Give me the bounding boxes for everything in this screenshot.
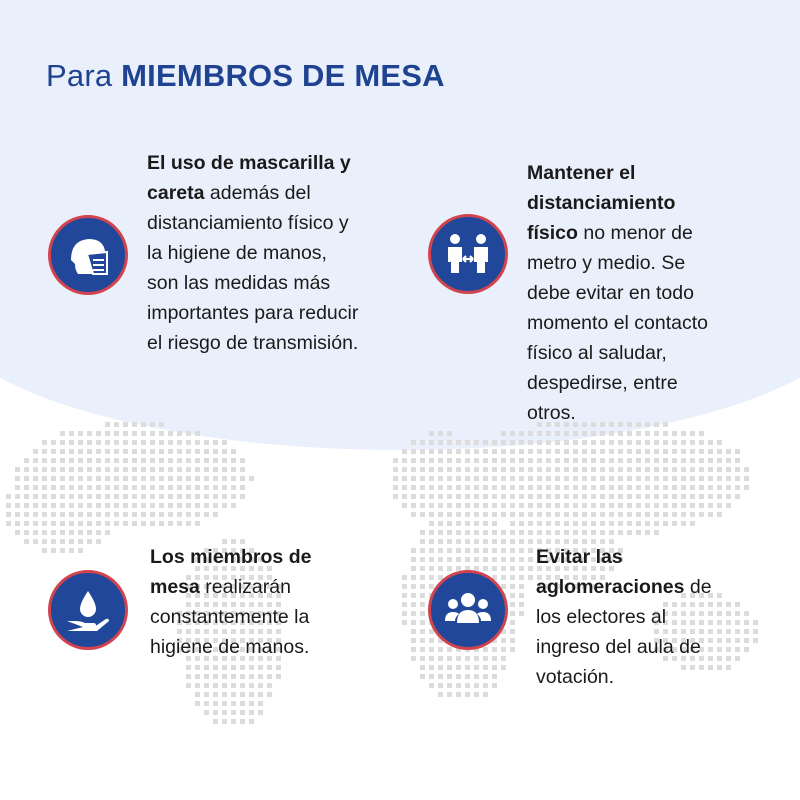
card-mask-text (147, 148, 359, 358)
card-handwash-bold: Los miembros de mesa (150, 546, 312, 598)
card-distance-body: no menor de metro y medio. Se debe evitar en todo momento el contacto físico al saludar, despedirse, entre otros. (527, 222, 709, 424)
face-mask-icon (48, 215, 128, 295)
card-crowds-body: de los electores al ingreso del aula de votación. (536, 576, 712, 688)
card-handwash-body: realizarán constantemente la higiene de manos. (150, 576, 310, 658)
social-distance-icon (428, 214, 508, 294)
group-people-icon (428, 570, 508, 650)
card-mask-body: además del distanciamiento físico y la higiene de manos, son las medidas más importantes para reducir el riesgo de transmisión. (147, 182, 359, 354)
card-mask-bold: El uso de mascarilla y careta (147, 152, 351, 204)
hand-washing-icon (48, 570, 128, 650)
card-distance-bold: Mantener el distanciamiento físico (527, 162, 676, 244)
card-distance-text (527, 158, 727, 428)
card-crowds-text (536, 542, 721, 692)
card-crowds-bold: Evitar las aglomeraciones (536, 546, 685, 598)
card-handwash-text (150, 542, 335, 662)
page-title: Para MIEMBROS DE MESA (46, 58, 445, 93)
